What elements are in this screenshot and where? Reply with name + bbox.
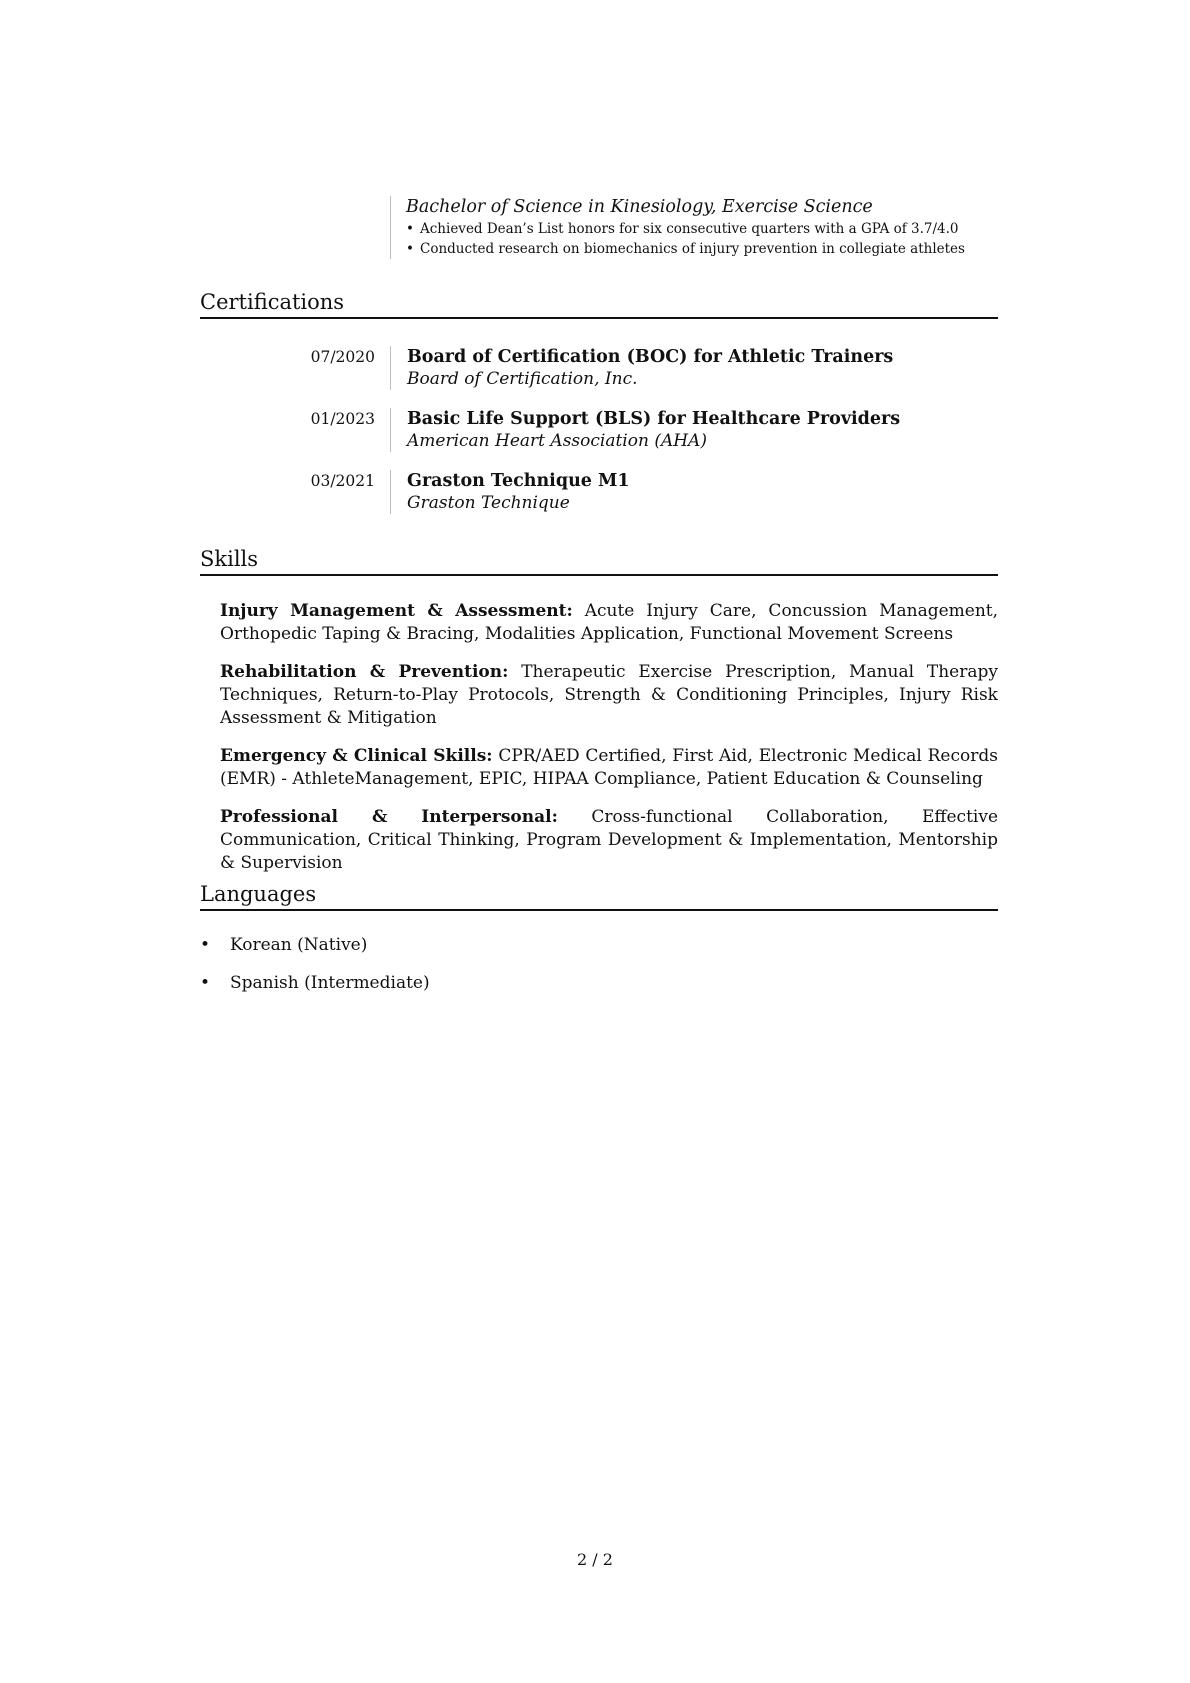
certifications-heading: Certifications bbox=[200, 288, 998, 319]
certification-entry bbox=[200, 346, 1000, 390]
skill-category bbox=[220, 745, 998, 791]
page-number: 2 / 2 bbox=[577, 1550, 613, 1569]
certification-details bbox=[390, 346, 1007, 390]
skill-category bbox=[220, 600, 998, 646]
certification-name: Basic Life Support (BLS) for Healthcare Providers bbox=[407, 409, 901, 429]
education-entry bbox=[390, 196, 1016, 259]
education-degree: Bachelor of Science in Kinesiology, Exercise Science bbox=[406, 197, 873, 217]
language-item: • Korean (Native) bbox=[200, 934, 800, 957]
skill-category-label: Emergency & Clinical Skills: bbox=[220, 746, 493, 766]
certification-entry bbox=[200, 470, 1000, 514]
language-item: • Spanish (Intermediate) bbox=[200, 972, 800, 995]
skill-category-label: Injury Management & Assessment: bbox=[220, 601, 573, 621]
skill-category bbox=[220, 806, 998, 875]
skills-heading: Skills bbox=[200, 545, 998, 576]
certification-details bbox=[390, 408, 1007, 452]
certification-issuer: Graston Technique bbox=[407, 493, 570, 513]
languages-heading: Languages bbox=[200, 880, 998, 911]
skill-category-label: Rehabilitation & Prevention: bbox=[220, 662, 509, 682]
certification-name: Graston Technique M1 bbox=[407, 471, 630, 491]
skill-category-text: Therapeutic Exercise Prescription, Manual Therapy Techniques, Return-to-Play Protocols, Strength & Conditioning Principles, Injury Risk Assessment & Mitigation bbox=[220, 662, 998, 728]
education-bullet: • Achieved Dean’s List honors for six consecutive quarters with a GPA of 3.7/4.0 bbox=[406, 219, 1016, 239]
skill-category bbox=[220, 661, 998, 730]
skill-category-text: Acute Injury Care, Concussion Management, Orthopedic Taping & Bracing, Modalities Application, Functional Movement Screens bbox=[220, 601, 999, 644]
languages-list bbox=[200, 934, 800, 1010]
certification-date: 07/2020 bbox=[310, 348, 375, 366]
certification-name: Board of Certification (BOC) for Athletic Trainers bbox=[407, 347, 894, 367]
education-bullet-list bbox=[406, 219, 1016, 259]
skill-category-text: CPR/AED Certified, First Aid, Electronic Medical Records (EMR) - AthleteManagement, EPIC, HIPAA Compliance, Patient Education & Counseling bbox=[220, 746, 998, 789]
certification-issuer: Board of Certification, Inc. bbox=[407, 369, 638, 389]
certification-issuer: American Heart Association (AHA) bbox=[407, 431, 707, 451]
certification-details bbox=[390, 470, 1007, 514]
skills-list bbox=[220, 600, 998, 890]
certification-date: 01/2023 bbox=[310, 410, 375, 428]
education-bullet: • Conducted research on biomechanics of injury prevention in collegiate athletes bbox=[406, 239, 1016, 259]
skill-category-label: Professional & Interpersonal: bbox=[220, 807, 558, 827]
skill-category-text: Cross-functional Collaboration, Effective Communication, Critical Thinking, Program Development & Implementation, Mentorship & Supervision bbox=[220, 807, 999, 873]
certification-date: 03/2021 bbox=[310, 472, 375, 490]
certification-entry bbox=[200, 408, 1000, 452]
